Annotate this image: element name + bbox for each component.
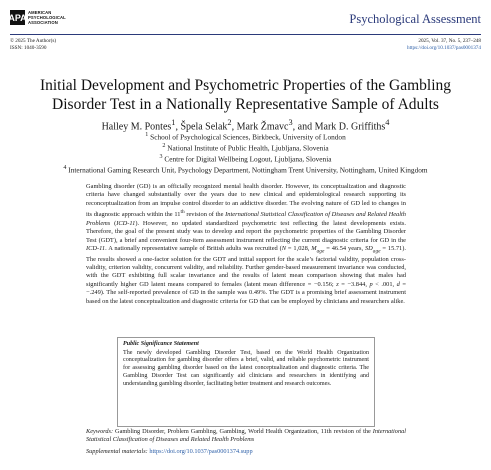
author-sup: 2	[227, 118, 232, 127]
affiliation: $^3$ Centre for Digital Wellbeing Logout, Ljubljana, Slovenia	[159, 153, 332, 164]
apa-logo	[10, 10, 66, 25]
issn: ISSN: 1040-3590	[10, 44, 47, 51]
author-list: Halley M. Pontes$^1$, Špela Selak$^2$, Mark Žmavc$^3$, and Mark D. Griffiths$^4$	[101, 118, 390, 133]
doi-link[interactable]: https://doi.org/10.1037/pas0001374	[407, 44, 481, 51]
header-rule	[10, 34, 481, 35]
author-name: Mark D. Griffiths	[314, 121, 386, 133]
significance-heading: Public Significance Statement	[123, 341, 199, 347]
affiliation: $^2$ National Institute of Public Health, Ljubljana, Slovenia	[162, 142, 329, 153]
journal-name: Psychological Assessment	[349, 12, 481, 26]
affiliation-list	[0, 131, 491, 175]
abstract: Gambling disorder (GD) is an officially recognized mental health disorder. However, its conceptualization and diagnostic criteria have changed substantially over the years due to new clinical and epidemiological research supporting its reconceptualization from an impulse control disorder to an addictive disorder. The evolving nature of GD led to changes in its diagnostic approach within the 11th revision of the International Statistical Classification of Diseases and Related Health Problems (ICD-11). However, no updated standardized psychometric test reflecting the latest developments exists. Therefore, the goal of the present study was to develop and report the psychometric properties of the Gambling Disorder Test (GDT), a brief and convenient four-item assessment instrument reflecting the current diagnostic criteria for GD in the ICD-11. A nationally representative sample of British adults was recruited (N = 1,028, $M_{age} = 46.54$ years, $SD_{age} = 15.71$). The results showed a one-factor solution for the GDT and initial support for the scale’s factorial validity, population cross-validity, criterion validity, concurrent validity, and reliability. Further gender-based measurement invariance was conducted, with the GDT exhibiting full scalar invariance and the results of latent mean comparison showing that males had significantly higher GD latent means compared to females (latent mean difference = −0.156; z = −3.844, p < .001, d = −.249). The self-reported prevalence of GD in the sample was 0.49%. The GDT is a promising brief assessment instrument based on the latest conceptualization and diagnostic criteria for GD that can be employed by clinicians and researchers alike.	[86, 183, 406, 305]
apa-logo-text: AMERICAN PSYCHOLOGICAL ASSOCIATION	[28, 10, 66, 25]
public-significance-box	[117, 337, 375, 427]
author-name: Mark Žmavc	[236, 121, 289, 133]
copyright-block	[10, 38, 56, 51]
author-name: Halley M. Pontes	[101, 121, 172, 133]
supplemental-materials	[86, 448, 406, 455]
author-name: Špela Selak	[180, 121, 228, 133]
volume-info: 2025, Vol. 37, No. 5, 237–248	[418, 38, 481, 44]
journal-header	[8, 10, 481, 51]
supplemental-label: Supplemental materials:	[86, 448, 148, 455]
affiliation: $^1$ School of Psychological Sciences, Birkbeck, University of London	[145, 132, 346, 142]
author-sup: 3	[288, 118, 293, 127]
article-title: Initial Development and Psychometric Properties of the Gambling Disorder Test in a Nationally Representative Sample of Adults	[39, 77, 452, 113]
affiliation: $^4$ International Gaming Research Unit, Psychology Department, Nottingham Trent University, Nottingham, United Kingdom	[63, 164, 428, 175]
significance-text: The newly developed Gambling Disorder Test, based on the World Health Organization conceptualization for gambling disorder offers a brief, valid, and reliable psychometric instrument for assessing gambling disorder based on the latest conceptualization and diagnostic criteria. The Gambling Disorder Test can significantly aid clinicians and researchers in identifying and understanding gambling disorder, facilitating better treatment and research outcomes.	[123, 349, 369, 387]
apa-logo-mark: APA	[10, 10, 25, 25]
keywords: Keywords: Gambling Disorder, Problem Gambling, Gambling, World Health Organization, 11th revision of the International Statistical Classification of Diseases and Related Health Problems	[86, 428, 406, 443]
keywords-label: Keywords:	[86, 428, 114, 435]
author-sup: 1	[171, 118, 176, 127]
copyright: © 2025 The Author(s)	[10, 38, 57, 44]
author-sup: 4	[385, 118, 390, 127]
citation-block	[407, 38, 481, 51]
supplemental-link[interactable]: https://doi.org/10.1037/pas0001374.supp	[149, 448, 253, 455]
